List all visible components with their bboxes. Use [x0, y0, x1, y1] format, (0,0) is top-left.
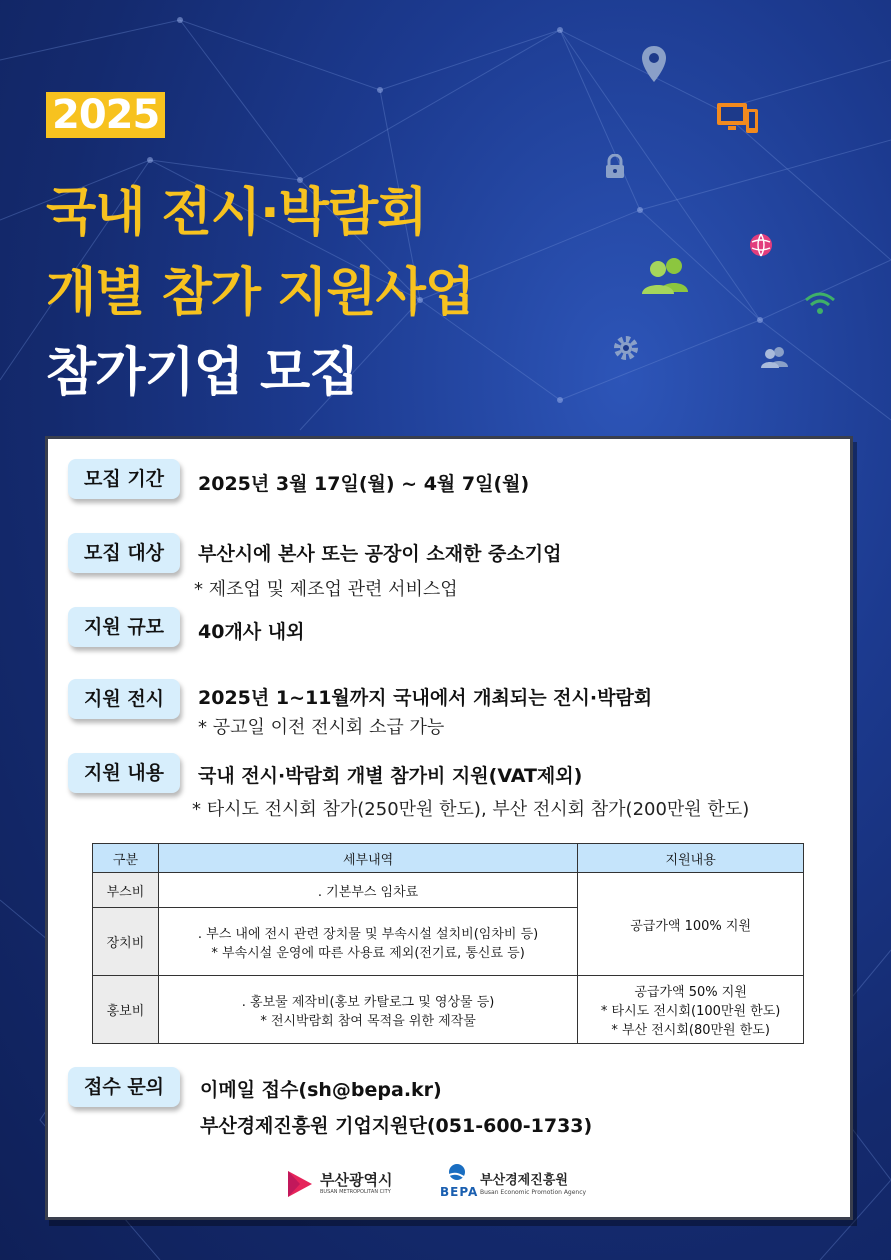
target-label: 모집 대상 [68, 533, 180, 573]
table-cell-support: 공급가액 100% 지원 [578, 873, 804, 976]
content-value: 국내 전시·박람회 개별 참가비 지원(VAT제외) [198, 765, 583, 787]
table-cell-detail: . 기본부스 임차료 [158, 873, 577, 908]
table-row [93, 976, 804, 1044]
info-card [45, 436, 853, 1220]
table-header-support: 지원내용 [578, 844, 804, 873]
table-cell-category: 부스비 [93, 873, 159, 908]
table-cell-support [578, 976, 804, 1044]
wifi-icon [804, 292, 836, 316]
support-table [92, 843, 804, 1044]
users-icon [640, 256, 694, 294]
contact-phone: 부산경제진흥원 기업지원단(051-600-1733) [200, 1115, 593, 1137]
period-label: 모집 기간 [68, 459, 180, 499]
table-cell-category: 장치비 [93, 908, 159, 976]
table-header-detail: 세부내역 [158, 844, 577, 873]
target-note: * 제조업 및 제조업 관련 서비스업 [194, 579, 458, 600]
scale-value: 40개사 내외 [198, 621, 305, 643]
location-pin-icon [640, 44, 668, 84]
bepa-name-en: Busan Economic Promotion Agency [480, 1189, 587, 1196]
globe-icon [748, 232, 774, 258]
detail-line: . 부스 내에 전시 관련 장치물 및 부속시설 설치비(임차비 등) [197, 926, 539, 942]
devices-icon [716, 100, 760, 136]
title-line-2: 개별 참가 지원사업 [46, 263, 475, 323]
lock-icon [604, 154, 626, 180]
users-small-icon [760, 346, 790, 368]
exhibition-label: 지원 전시 [68, 679, 180, 719]
content-note: * 타시도 전시회 참가(250만원 한도), 부산 전시회 참가(200만원 한도) [192, 799, 750, 820]
detail-note: * 부속시설 운영에 따른 사용료 제외(전기료, 통신료 등) [211, 945, 525, 961]
detail-line: . 홍보물 제작비(홍보 카탈로그 및 영상물 등) [241, 994, 495, 1010]
busan-city-name: 부산광역시 [320, 1171, 393, 1189]
contact-label: 접수 문의 [68, 1067, 180, 1107]
support-line: 공급가액 50% 지원 [634, 985, 747, 1000]
period-value: 2025년 3월 17일(월) ~ 4월 7일(월) [198, 473, 530, 495]
exhibition-value: 2025년 1~11월까지 국내에서 개최되는 전시·박람회 [198, 687, 653, 709]
support-line: * 타시도 전시회(100만원 한도) [600, 1004, 781, 1019]
contact-email: 이메일 접수(sh@bepa.kr) [200, 1079, 442, 1101]
detail-note: * 전시박람회 참여 목적을 위한 제작물 [260, 1013, 476, 1029]
table-cell-detail [158, 976, 577, 1044]
gear-icon [612, 334, 640, 362]
busan-city-mark-icon [286, 1169, 314, 1199]
bepa-name: 부산경제진흥원 [480, 1173, 568, 1188]
scale-label: 지원 규모 [68, 607, 180, 647]
support-line: * 부산 전시회(80만원 한도) [611, 1023, 770, 1038]
busan-city-name-en: BUSAN METROPOLITAN CITY [320, 1189, 391, 1195]
bepa-wave-icon [444, 1163, 474, 1185]
table-cell-detail [158, 908, 577, 976]
exhibition-note: * 공고일 이전 전시회 소급 가능 [198, 717, 445, 738]
table-row [93, 873, 804, 908]
title-line-1: 국내 전시·박람회 [46, 183, 427, 243]
table-cell-category: 홍보비 [93, 976, 159, 1044]
bepa-abbr: BEPA [440, 1185, 479, 1199]
table-header-category: 구분 [93, 844, 159, 873]
title-line-3: 참가기업 모집 [46, 343, 359, 403]
content-label: 지원 내용 [68, 753, 180, 793]
year-badge: 2025 [46, 92, 165, 138]
target-value: 부산시에 본사 또는 공장이 소재한 중소기업 [198, 543, 562, 565]
